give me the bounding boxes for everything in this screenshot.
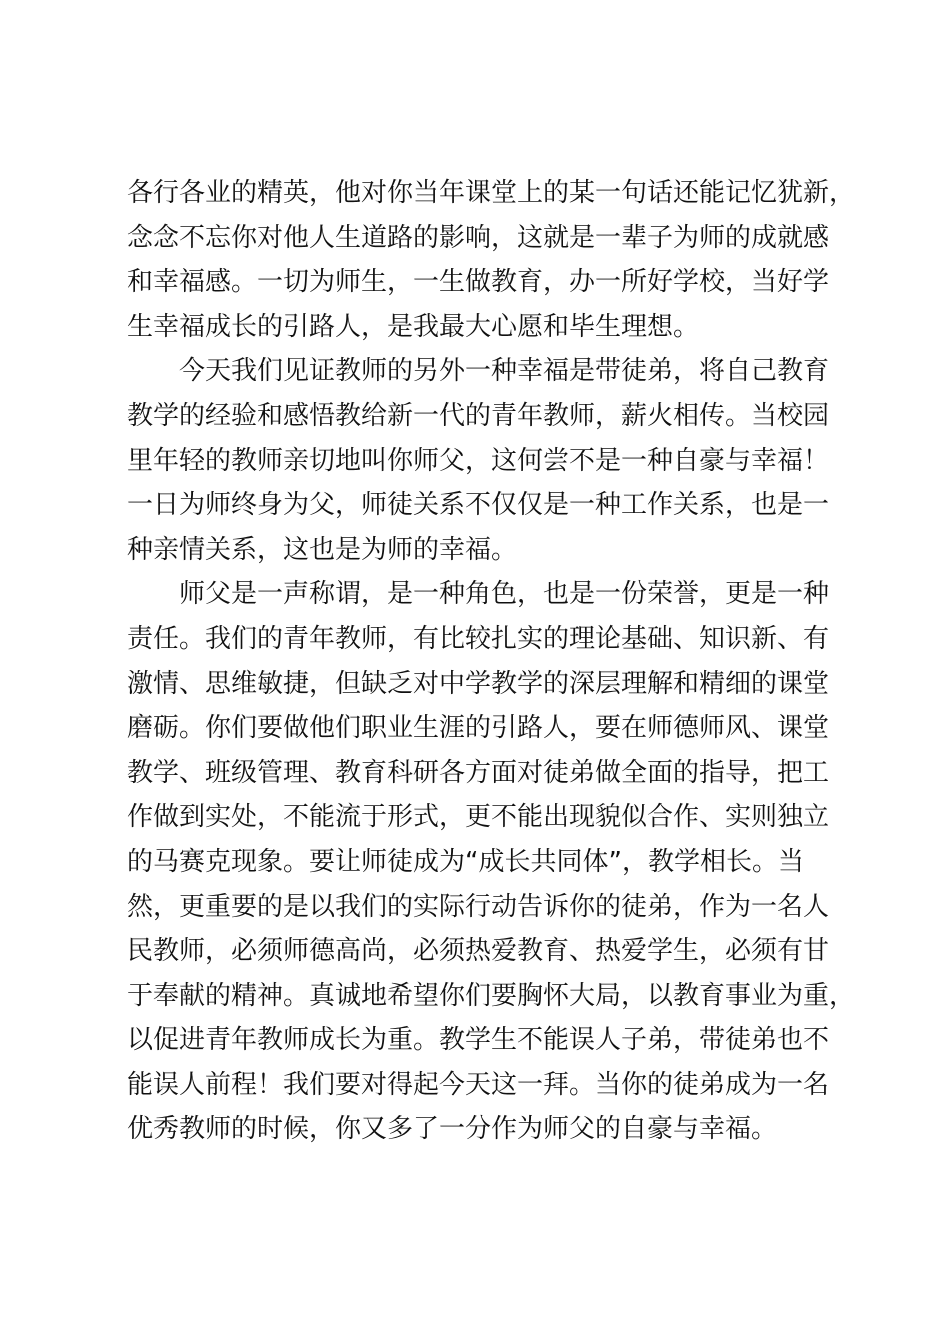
document-body-text — [127, 171, 856, 1152]
text-line: 责任。我们的青年教师，有比较扎实的理论基础、知识新、有 — [127, 623, 830, 654]
text-line: 然，更重要的是以我们的实际行动告诉你的徒弟，作为一名人 — [127, 891, 830, 922]
text-line: 以促进青年教师成长为重。教学生不能误人子弟，带徒弟也不 — [127, 1025, 830, 1056]
text-line: 种亲情关系，这也是为师的幸福。 — [127, 534, 518, 565]
text-line: 教学的经验和感悟教给新一代的青年教师，薪火相传。当校园 — [127, 400, 830, 431]
text-line: 一日为师终身为父，师徒关系不仅仅是一种工作关系，也是一 — [127, 490, 830, 521]
text-line: 和幸福感。一切为师生，一生做教育，办一所好学校，当好学 — [127, 267, 830, 298]
text-line: 念念不忘你对他人生道路的影响，这就是一辈子为师的成就感 — [127, 222, 830, 253]
text-line: 民教师，必须师德高尚，必须热爱教育、热爱学生，必须有甘 — [127, 936, 830, 967]
text-line: 今天我们见证教师的另外一种幸福是带徒弟，将自己教育 — [127, 356, 830, 387]
text-line: 作做到实处，不能流于形式，更不能出现貌似合作、实则独立 — [127, 802, 830, 833]
text-line: 师父是一声称谓，是一种角色，也是一份荣誉，更是一种 — [127, 579, 830, 610]
text-line: 优秀教师的时候，你又多了一分作为师父的自豪与幸福。 — [127, 1114, 778, 1145]
text-line: 磨砺。你们要做他们职业生涯的引路人，要在师德师风、课堂 — [127, 713, 830, 744]
text-line: 激情、思维敏捷，但缺乏对中学教学的深层理解和精细的课堂 — [127, 668, 830, 699]
text-line: 各行各业的精英，他对你当年课堂上的某一句话还能记忆犹新， — [127, 178, 856, 208]
text-line: 教学、班级管理、教育科研各方面对徒弟做全面的指导，把工 — [127, 757, 830, 788]
text-line: 的马赛克现象。要让师徒成为“成长共同体”，教学相长。当 — [127, 846, 804, 877]
text-line: 于奉献的精神。真诚地希望你们要胸怀大局，以教育事业为重， — [127, 980, 856, 1011]
text-line: 生幸福成长的引路人，是我最大心愿和毕生理想。 — [127, 311, 700, 342]
text-line: 里年轻的教师亲切地叫你师父，这何尝不是一种自豪与幸福！ — [127, 445, 830, 476]
text-line: 能误人前程！我们要对得起今天这一拜。当你的徒弟成为一名 — [127, 1069, 830, 1100]
